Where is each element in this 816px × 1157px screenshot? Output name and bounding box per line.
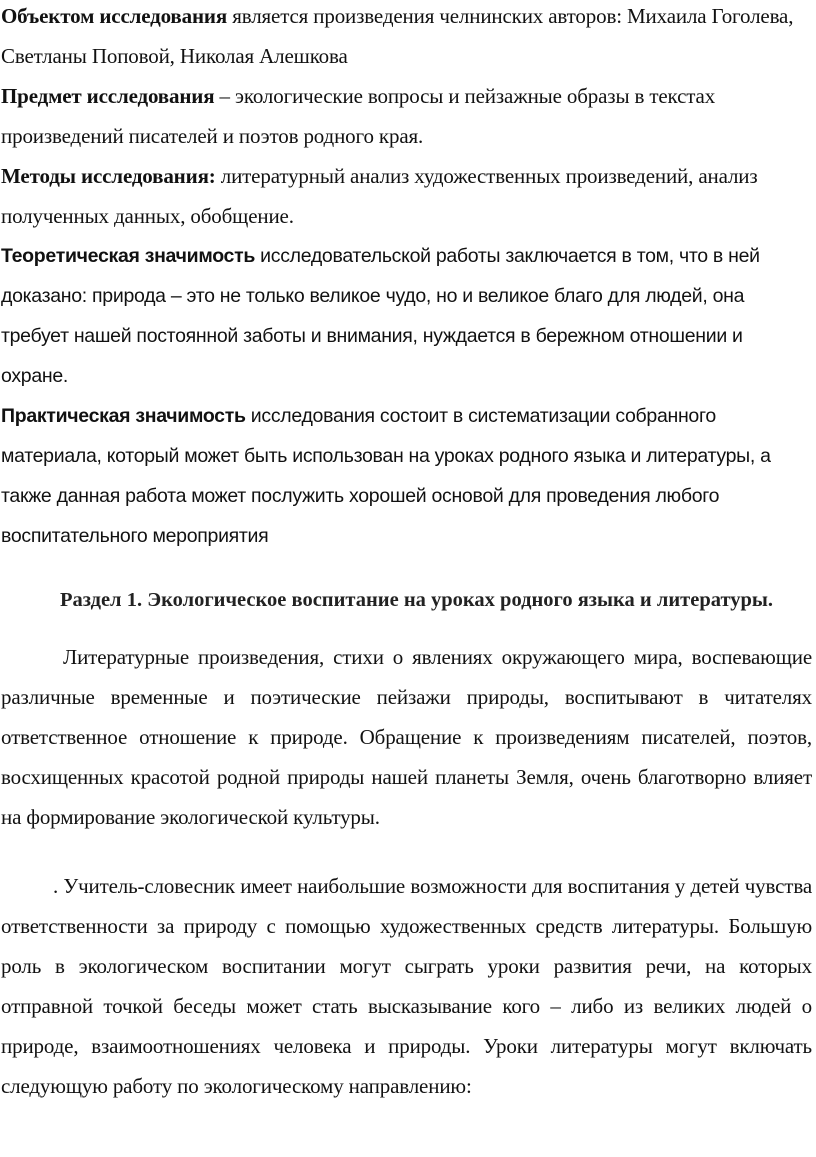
paragraph-literary-works: Литературные произведения, стихи о явлениях окружающего мира, воспевающие различные временные и поэтические пейзажи природы, воспитывают в читателях ответственное отношение к природе. Обращение к произведениям писателей, поэтов, восхищенных красотой родной природы нашей планеты Земля, очень благотворно влияет на формирование экологической культуры. — [1, 645, 812, 829]
research-methods-text: литературный анализ художественных произведений, анализ полученных данных, обобщение. — [1, 164, 758, 228]
practical-significance-label: Практическая значимость — [1, 405, 246, 427]
practical-significance-text: исследования состоит в систематизации собранного материала, который может быть использован на уроках родного языка и литературы, а также данная работа может послужить хорошей основой для проведения любого воспитательного мероприятия — [1, 405, 771, 547]
theoretical-significance-label: Теоретическая значимость — [1, 245, 256, 267]
research-methods-label: Методы исследования: — [1, 164, 216, 188]
research-subject-text: – экологические вопросы и пейзажные образы в текстах произведений писателей и поэтов родного края. — [1, 84, 716, 148]
research-subject-label: Предмет исследования — [1, 84, 215, 108]
paragraph-research-subject — [1, 76, 812, 156]
theoretical-significance-text: исследовательской работы заключается в том, что в ней доказано: природа – это не только великое чудо, но и великое благо для людей, она требует нашей постоянной заботы и внимания, нуждается в бережном отношении и охране. — [1, 245, 760, 387]
paragraph-practical-significance — [1, 396, 812, 556]
paragraph-theoretical-significance — [1, 236, 812, 396]
research-object-text: является произведения челнинских авторов: Михаила Гоголева, Светланы Поповой, Николая Алешкова — [1, 4, 794, 68]
paragraph-research-object — [1, 0, 812, 76]
section-heading: Раздел 1. Экологическое воспитание на уроках родного языка и литературы. — [59, 589, 774, 611]
paragraph-research-methods — [1, 156, 812, 236]
research-object-label: Объектом исследования — [1, 4, 228, 28]
paragraph-teacher: . Учитель-словесник имеет наибольшие возможности для воспитания у детей чувства ответственности за природу с помощью художественных средств литературы. Большую роль в экологическом воспитании могут сыграть уроки развития речи, на которых отправной точкой беседы может стать высказывание кого – либо из великих людей о природе, взаимоотношениях человека и природы. Уроки литературы могут включать следующую работу по экологическому направлению: — [1, 874, 812, 1098]
